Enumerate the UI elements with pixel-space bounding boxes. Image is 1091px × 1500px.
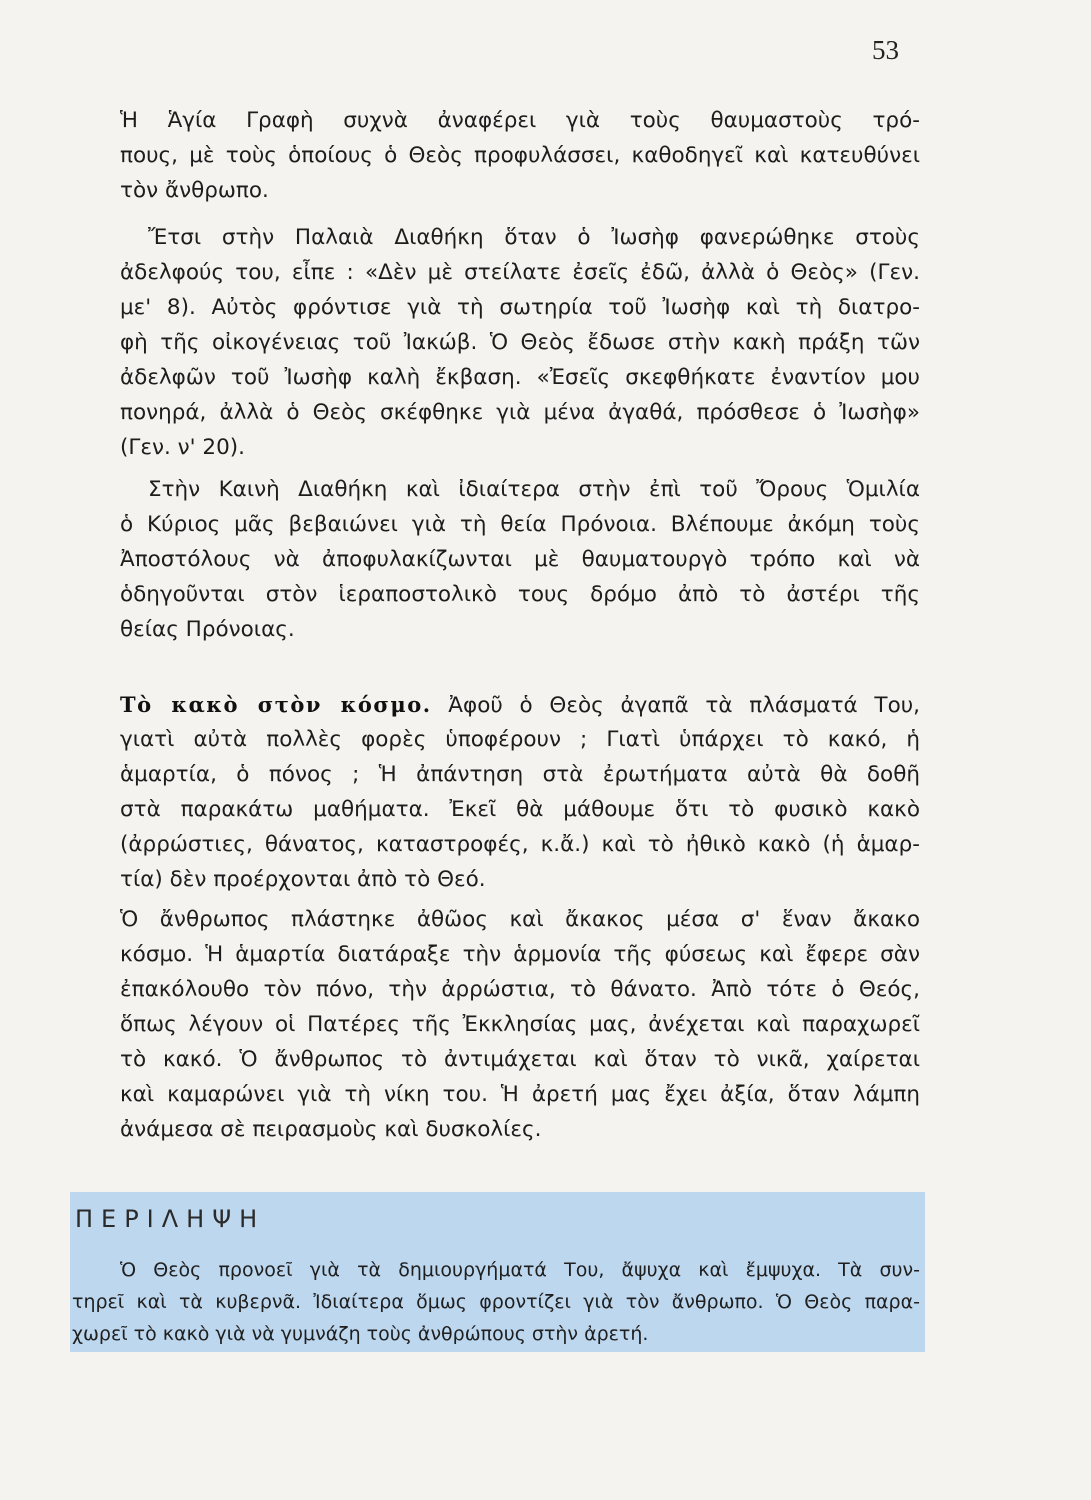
text-line: με' 8). Αὐτὸς φρόντισε γιὰ τὴ σωτηρία τοῦ Ἰωσὴφ καὶ τὴ διατρο- <box>120 295 920 320</box>
text-run: Ἀφοῦ ὁ Θεὸς ἀγαπᾶ τὰ πλάσματά Του, <box>448 693 920 718</box>
text-line: Ἔτσι στὴν Παλαιὰ Διαθήκη ὅταν ὁ Ἰωσὴφ φανερώθηκε στοὺς <box>148 225 920 250</box>
summary-box <box>70 1192 925 1352</box>
paragraph-evil-in-world <box>120 687 920 897</box>
text-line: θείας Πρόνοιας. <box>120 617 295 642</box>
text-line: τὸν ἄνθρωπο. <box>120 178 269 203</box>
text-line: τία) δὲν προέρχονται ἀπὸ τὸ Θεό. <box>120 867 486 892</box>
summary-line: τηρεῖ καὶ τὰ κυβερνᾶ. Ἰδιαίτερα ὅμως φροντίζει γιὰ τὸν ἄνθρωπο. Ὁ Θεὸς παρα- <box>72 1291 920 1313</box>
text-line: τὸ κακό. Ὁ ἄνθρωπος τὸ ἀντιμάχεται καὶ ὅταν τὸ νικᾶ, χαίρεται <box>120 1047 920 1072</box>
text-line: κόσμο. Ἡ ἁμαρτία διατάραξε τὴν ἁρμονία τῆς φύσεως καὶ ἔφερε σὰν <box>120 942 920 967</box>
paragraph-old-testament <box>120 220 920 465</box>
text-line <box>120 687 920 722</box>
summary-text <box>72 1254 920 1350</box>
text-line: πους, μὲ τοὺς ὁποίους ὁ Θεὸς προφυλάσσει, καθοδηγεῖ καὶ κατευθύνει <box>120 143 920 168</box>
paragraph-human-nature <box>120 902 920 1147</box>
paragraph-new-testament <box>120 472 920 647</box>
text-line: Ἡ Ἁγία Γραφὴ συχνὰ ἀναφέρει γιὰ τοὺς θαυμαστοὺς τρό- <box>120 108 920 133</box>
text-line: ἁμαρτία, ὁ πόνος ; Ἡ ἀπάντηση στὰ ἐρωτήματα αὐτὰ θὰ δοθῆ <box>120 762 920 787</box>
text-line: ὁδηγοῦνται στὸν ἱεραποστολικὸ τους δρόμο ἀπὸ τὸ ἀστέρι τῆς <box>120 582 920 607</box>
text-line: ἀδελφῶν τοῦ Ἰωσὴφ καλὴ ἔκβαση. «Ἐσεῖς σκεφθήκατε ἐναντίον μου <box>120 365 920 390</box>
text-line: ἀνάμεσα σὲ πειρασμοὺς καὶ δυσκολίες. <box>120 1117 542 1142</box>
summary-line: Ὁ Θεὸς προνοεῖ γιὰ τὰ δημιουργήματά Του, ἄψυχα καὶ ἔμψυχα. Τὰ συν- <box>120 1259 920 1281</box>
summary-line: χωρεῖ τὸ κακὸ γιὰ νὰ γυμνάζη τοὺς ἀνθρώπους στὴν ἀρετή. <box>72 1323 649 1345</box>
paragraph-scripture-intro <box>120 103 920 208</box>
text-line: ἐπακόλουθο τὸν πόνο, τὴν ἀρρώστια, τὸ θάνατο. Ἀπὸ τότε ὁ Θεός, <box>120 977 920 1002</box>
text-line: Ὁ ἄνθρωπος πλάστηκε ἀθῶος καὶ ἄκακος μέσα σ' ἕναν ἄκακο <box>120 907 920 932</box>
text-line: Στὴν Καινὴ Διαθήκη καὶ ἰδιαίτερα στὴν ἐπὶ τοῦ Ὄρους Ὁμιλία <box>148 477 920 502</box>
text-line: (Γεν. ν' 20). <box>120 435 246 460</box>
text-line: (ἀρρώστιες, θάνατος, καταστροφές, κ.ἄ.) καὶ τὸ ἠθικὸ κακὸ (ἡ ἁμαρ- <box>120 832 920 857</box>
text-line: πονηρά, ἀλλὰ ὁ Θεὸς σκέφθηκε γιὰ μένα ἀγαθά, πρόσθεσε ὁ Ἰωσὴφ» <box>120 400 920 425</box>
text-line: στὰ παρακάτω μαθήματα. Ἐκεῖ θὰ μάθουμε ὅτι τὸ φυσικὸ κακὸ <box>120 797 920 822</box>
text-line: φὴ τῆς οἰκογένειας τοῦ Ἰακώβ. Ὁ Θεὸς ἔδωσε στὴν κακὴ πράξη τῶν <box>120 330 920 355</box>
text-line: ἀδελφούς του, εἶπε : «Δὲν μὲ στείλατε ἐσεῖς ἐδῶ, ἀλλὰ ὁ Θεὸς» (Γεν. <box>120 260 920 285</box>
text-line: ὁ Κύριος μᾶς βεβαιώνει γιὰ τὴ θεία Πρόνοια. Βλέπουμε ἀκόμη τοὺς <box>120 512 920 537</box>
summary-heading: ΠΕΡΙΛΗΨΗ <box>75 1205 266 1233</box>
page-number: 53 <box>872 35 899 65</box>
text-line: Ἀποστόλους νὰ ἀποφυλακίζωνται μὲ θαυματουργὸ τρόπο καὶ νὰ <box>120 547 920 572</box>
inline-section-heading: Τὸ κακὸ στὸν κόσμο. <box>120 692 432 717</box>
text-line: γιατὶ αὐτὰ πολλὲς φορὲς ὑποφέρουν ; Γιατὶ ὑπάρχει τὸ κακό, ἡ <box>120 727 920 752</box>
text-line: καὶ καμαρώνει γιὰ τὴ νίκη του. Ἡ ἀρετή μας ἔχει ἀξία, ὅταν λάμπη <box>120 1082 920 1107</box>
text-line: ὅπως λέγουν οἱ Πατέρες τῆς Ἐκκλησίας μας, ἀνέχεται καὶ παραχωρεῖ <box>120 1012 920 1037</box>
